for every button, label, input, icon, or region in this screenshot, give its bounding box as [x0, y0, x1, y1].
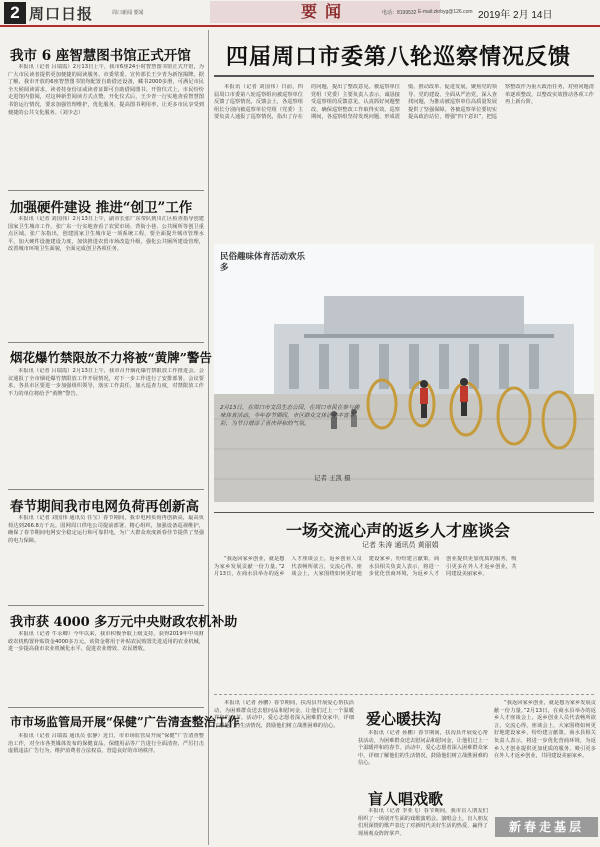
headline-library: 我市 6 座智慧图书馆正式开馆	[10, 48, 191, 64]
article-right-column: “我返回家乡创业，就是想为家乡发展贡献一份力量。”2月13日，在商水县举办的返乡人才座谈会上，返乡创业人员代表畅所欲言，交流心得。座谈会上，大家围绕如何更好地建设家乡，纷纷建言献策。商水县相关负责人表示，将进一步优化营商环境，为返乡人才创业提供更加优质的服务，吸引更多在外人才返乡创业，共同建设美丽家乡。	[494, 700, 596, 760]
photo-credit: 记者 王凯 摄	[314, 474, 351, 482]
divider	[8, 489, 204, 490]
article-power-grid: 本报讯（记者 刘国伟 通讯员 任宝）春节期间，我市电网负荷再创新高，最高负荷达到266.8万千瓦。国网周口供电公司提前部署，精心组织，加强设备巡视维护，确保了春节期间电网安全稳定运行和可靠供电，为广大群众欢度新春佳节提供了坚强的电力保障。	[8, 515, 204, 544]
headline-power-grid: 春节期间我市电网负荷再创新高	[10, 499, 199, 515]
section-title: 要闻	[300, 2, 349, 21]
article-farm-subsidy: 本报讯（记者 牛永卿）今年以来，我市积极争取上级支持，获得2019年中央财政农机购置补贴资金4000多万元。该资金将用于补贴农民购置先进适用的农业机械，进一步提高我市农业机械化水平，促进农业增效、农民增收。	[8, 631, 204, 653]
email-label: E-mail:zkrbyg@126.com	[418, 9, 473, 15]
article-charity-mid: 本报讯（记者 孙鹏）春节期间，扶沟县开展爱心帮扶活动，为困难群众送去慰问品和慰问金，让他们过上一个温暖祥和的春节。活动中，爱心志愿者深入困难群众家中，详细了解他们的生活情况，鼓励他们树立战胜困难的信心。	[358, 730, 488, 767]
headline-blind-singing: 盲人唱戏歌	[368, 790, 444, 808]
photo-caption-title: 民俗趣味体育活动欢乐多	[220, 252, 306, 273]
headline-farm-subsidy: 我市获 4000 多万元中央财政农机补助	[10, 615, 238, 630]
photo-illustration	[214, 244, 594, 502]
issue-date: 2019年 2月 14日	[478, 10, 553, 21]
divider	[214, 512, 594, 513]
main-headline: 四届周口市委第八轮巡察情况反馈	[226, 44, 572, 70]
article-charity-left: 本报讯（记者 孙鹏）春节期间，扶沟县开展爱心帮扶活动，为困难群众送去慰问品和慰问金，让他们过上一个温暖祥和的春节。活动中，爱心志愿者深入困难群众家中，详细了解他们的生活情况，鼓励他们树立战胜困难的信心。	[214, 700, 354, 729]
main-article-body: 本报讯（记者 刘国伟）日前，四届周口市委第八轮巡察组向被巡察单位反馈了巡察情况。反馈会上，各巡察组组长分别向被巡察单位党组（党委）主要负责人通报了巡察情况，指出了存在的问题，提出了整改意见。被巡察单位党组（党委）主要负责人表示，诚恳接受巡察组的反馈意见，认真抓好问题整改，确保巡察整改工作取得实效。巡察期间，各巡察组坚持发现问题、形成震慑、推动改革、促进发展，聚焦党的领导、党的建设、全面从严治党，深入查找问题，为推动被巡察单位高质量发展提供了坚强保障。各被巡察单位要切实提高政治站位，增强“四个意识”，把巡察整改作为重大政治任务，对照问题清单逐项整改，以整改实效推动各项工作再上新台阶。	[214, 84, 594, 121]
article-library: 本报讯（记者 吕瑞霞）2月13日上午，我市6座24小时智慧图书馆正式开馆，为广大市民读者提供更加便捷的阅读服务。市委常委、宣传部长王少青为新馆揭牌。据了解，我市开放的6座智慧图书馆均配置自助借还设备，藏书2000多册，可满足市民全天候阅读需求，读者持身份证或读者证即可自助借阅图书。开馆仪式上，市民纷纷走进馆内借阅，对这种新型阅读方式点赞。开化仪式后，王少青一行实地查看智慧图书馆运行情况，要求加强管理维护，优化服务，提高图书利用率，让更多市民享受到便捷的公共文化服务。（刘少志）	[8, 64, 204, 116]
feature-body: “我返回家乡创业，就是想为家乡发展贡献一份力量。”2月13日，在商水县举办的返乡人才座谈会上，返乡创业人员代表畅所欲言，交流心得。座谈会上，大家围绕如何更好地建设家乡，纷纷建言献策。商水县相关负责人表示，将进一步优化营商环境，为返乡人才创业提供更加优质的服务，吸引更多在外人才返乡创业，共同建设美丽家乡。	[214, 556, 517, 578]
page-number: 2	[4, 2, 26, 24]
headline-chuangwei: 加强硬件建设 推进“创卫”工作	[10, 200, 193, 216]
column-tag: 新春走基层	[495, 817, 598, 837]
divider	[8, 342, 204, 343]
headline-market-supervision: 市市场监管局开展“保健”广告清查整治工作	[10, 715, 240, 729]
page-header	[0, 0, 600, 24]
divider	[214, 694, 594, 695]
article-fireworks: 本报讯（记者 吕瑞霞）2月13日上午，我市召开烟花爆竹禁限放工作推进会。会议通报了全市烟花爆竹禁限放工作开展情况，对下一步工作进行了安排部署。会议要求，各县市区要进一步加强组织领导，落实工作责任，加大巡查力度，对禁限放工作不力的单位将给予“黄牌”警告。	[8, 368, 204, 397]
divider	[8, 707, 204, 708]
phone-label: 电话：8199532	[382, 10, 417, 16]
paper-name: 周口日报	[29, 5, 94, 23]
divider	[8, 190, 204, 191]
photo-caption: 2月13日，在周口市文昌生态公园，在周口市民在参与趣味体育活动。今年春节期间，市区群众文体活动丰富多彩，为节日增添了喜庆祥和的气氛。	[220, 405, 360, 427]
feature-headline: 一场交流心声的返乡人才座谈会	[286, 521, 511, 540]
divider	[8, 605, 204, 606]
article-market-supervision: 本报讯（记者 吕瑞霞 通讯员 张静）近日，市市场监管局开展“保健”广告清查整治工作，对全市各类媒体发布的保健食品、保健用品等广告进行全面清查，严厉打击虚假违法广告行为，维护消费者合法权益，营造良好的市场秩序。	[8, 733, 204, 755]
headline-charity: 爱心暖扶沟	[366, 710, 442, 728]
article-chuangwei: 本报讯（记者 刘国伟）2月13日上午，副市长张广东带队到川汇区检查指导创建国家卫生城市工作。张广东一行实地查看了农贸市场、背街小巷、公共厕所等创卫重点区域。张广东指出，创建国家卫生城市是一项系统工程，要全面提升城市管理水平，加大硬件设施建设力度，加快推进农贸市场改造升级，强化公共厕所建设管理，改善城市环境卫生面貌，全面完成创卫各项任务。	[8, 216, 204, 253]
headline-fireworks: 烟花爆竹禁限放不力将被“黄牌”警告	[10, 350, 212, 365]
divider	[214, 75, 594, 77]
feature-byline: 记者 朱涛 通讯员 黄丽娟	[362, 541, 439, 549]
header-rule	[0, 25, 600, 27]
news-photo	[214, 244, 594, 502]
article-blind-singing: 本报讯（记者 李亚飞）春节期间，我市盲人朋友们组织了一场别开生面的戏歌演唱会。演唱会上，盲人朋友们用深情的歌声表达了对新时代美好生活的热爱，赢得了现场观众阵阵掌声。	[358, 808, 488, 837]
editor-label: 周口新闻 要闻	[112, 10, 144, 16]
